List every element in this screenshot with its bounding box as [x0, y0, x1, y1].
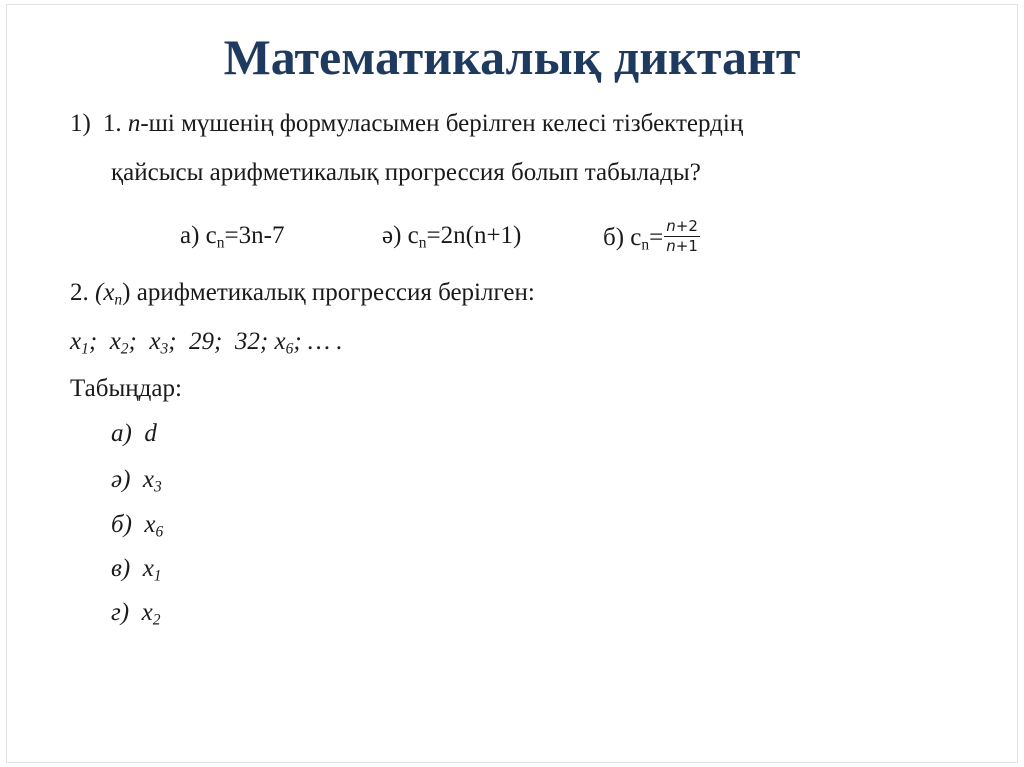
question-number: 2. [70, 279, 89, 306]
fraction-denominator: n+1 [666, 237, 698, 255]
question-1-line-2: қайсысы арифметикалық прогрессия болып табылады? [111, 159, 701, 186]
slide-title: Математикалық диктант [223, 29, 801, 85]
find-label: Табыңдар: [70, 375, 182, 402]
sequence-symbol: ($x_n$ [95, 279, 123, 309]
question-1-line-1 [70, 108, 743, 140]
fraction-numerator: n+2 [666, 217, 698, 235]
option-formula: $c_n=$ $\frac{n+2}{n+1}$ [630, 217, 698, 255]
sequence-line [70, 326, 343, 358]
question-1-text: -ші мүшенің формуласымен берілген келесі тізбектердің [140, 110, 744, 137]
find-item-a: а) d [111, 420, 157, 447]
question-2-line: 2. $(x_n)$ арифметикалық прогрессия берілген: [70, 279, 535, 309]
sequence-term: $x_6$; … . [274, 328, 343, 358]
option-a [180, 220, 284, 252]
list-marker: 1) [70, 110, 91, 137]
variable-n: n [127, 110, 141, 137]
fraction [664, 217, 700, 256]
find-item-g: г) $x_2$ [111, 599, 161, 629]
option-b [603, 217, 700, 259]
option-label: б) [603, 224, 625, 252]
find-item-ae: ә) $x_3$ [111, 466, 162, 496]
option-label: ә) [382, 222, 402, 249]
option-ae [382, 220, 521, 252]
option-formula: $c_n=3n-7$ [205, 222, 285, 252]
find-item-b: б) $x_6$ [111, 511, 164, 541]
option-label: а) [180, 222, 200, 249]
option-formula: $c_n=2n(n+1)$ [407, 222, 522, 252]
question-number: 1. [102, 110, 122, 137]
sequence-term: $x_1$; [70, 328, 110, 358]
find-item-v: в) $x_1$ [111, 555, 162, 585]
sequence-term: $x_2$; [109, 328, 150, 358]
question-2-text: арифметикалық прогрессия берілген: [130, 279, 535, 306]
sequence-term: $x_3$; 29; 32; [149, 328, 275, 358]
